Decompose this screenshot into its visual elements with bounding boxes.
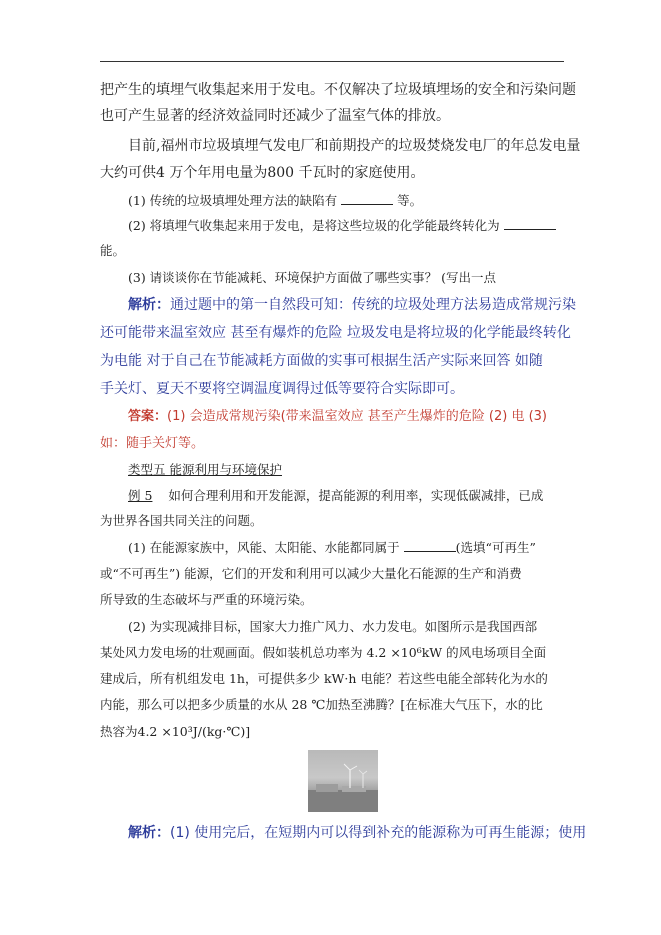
example-text: 如何合理利用和开发能源，提高能源的利用率，实现低碳减排，已成 [168,488,544,503]
question-1-text: (1) 传统的垃圾填埋处理方法的缺陷有 [128,193,338,208]
paragraph-line: 也可产生显著的经济效益同时还减少了温室气体的排放。 [100,108,450,124]
paragraph-line: 把产生的填埋气收集起来用于发电。不仅解决了垃圾填埋场的安全和污染问题 [100,82,576,98]
question-1 [128,191,422,209]
analysis-line [128,294,576,314]
answer-label: 答案： [128,409,168,424]
question-2-text: (2) 将填埋气收集起来用于发电，是将这些垃圾的化学能最终转化为 [128,218,500,233]
question-2 [128,216,556,234]
example-line: 内能，那么可以把多少质量的水从 28 ℃加热至沸腾？[在标准大气压下，水的比 [100,697,543,712]
example-line [128,486,543,504]
answer-blank [404,539,456,552]
answer-blank [504,217,556,230]
analysis-text: (1) 使用完后，在短期内可以得到补充的能源称为可再生能源；使用 [170,825,587,841]
analysis-line: 还可能带来温室效应 甚至有爆炸的危险 垃圾发电是将垃圾的化学能最终转化 [100,325,571,341]
header-rule [100,61,564,62]
paragraph-line: 大约可供4 万个年用电量为800 千瓦时的家庭使用。 [100,165,425,181]
example-line: (2) 为实现减排目标，国家大力推广风力、水力发电。如图所示是我国西部 [128,619,538,634]
example-q1-text: (1) 在能源家族中，风能、太阳能、水能都同属于 [128,540,400,555]
example-line: 热容为4.2 ×10³J/(kg·℃)] [100,724,251,739]
paragraph-line: 目前,福州市垃圾填埋气发电厂和前期投产的垃圾焚烧发电厂的年总发电量 [128,138,581,154]
analysis-line [128,822,586,842]
example-q1-option: (选填“可再生” [455,540,536,555]
wind-turbine-icon [308,750,378,812]
example-line: 某处风力发电场的壮观画面。假如装机总功率为 4.2 ×10⁶kW 的风电场项目全面 [100,645,547,660]
analysis-line: 为电能 对于自己在节能减耗方面做的实事可根据生活产实际来回答 如随 [100,353,543,369]
analysis-line: 手关灯、夏天不要将空调温度调得过低等要符合实际即可。 [100,381,464,397]
example-line: 建成后，所有机组发电 1h，可提供多少 kW·h 电能？若这些电能全部转化为水的 [100,671,548,686]
analysis-label: 解析： [128,297,170,313]
example-line: 或“不可再生”) 能源，它们的开发和利用可以减少大量化石能源的生产和消费 [100,566,522,581]
example-line: 为世界各国共同关注的问题。 [100,513,263,528]
analysis-label: 解析： [128,825,170,841]
section-title: 类型五 能源利用与环境保护 [128,462,282,477]
example-q1 [128,538,536,556]
question-3: (3) 请谈谈你在节能减耗、环境保护方面做了哪些实事？ (写出一点 [128,270,497,285]
answer-line: 如：随手关灯等。 [100,436,205,451]
answer-blank [341,192,393,205]
question-2-end: 能。 [100,243,126,258]
question-1-end: 等。 [397,193,423,208]
analysis-text: 通过题中的第一自然段可知：传统的垃圾处理方法易造成常规污染 [170,297,576,313]
answer-text: (1) 会造成常规污染(带来温室效应 甚至产生爆炸的危险 (2) 电 (3) [167,409,547,424]
wind-farm-photo [308,750,378,812]
example-line: 所导致的生态破坏与严重的环境污染。 [100,592,313,607]
example-label: 例 5 [128,488,153,503]
answer-line [128,405,547,424]
